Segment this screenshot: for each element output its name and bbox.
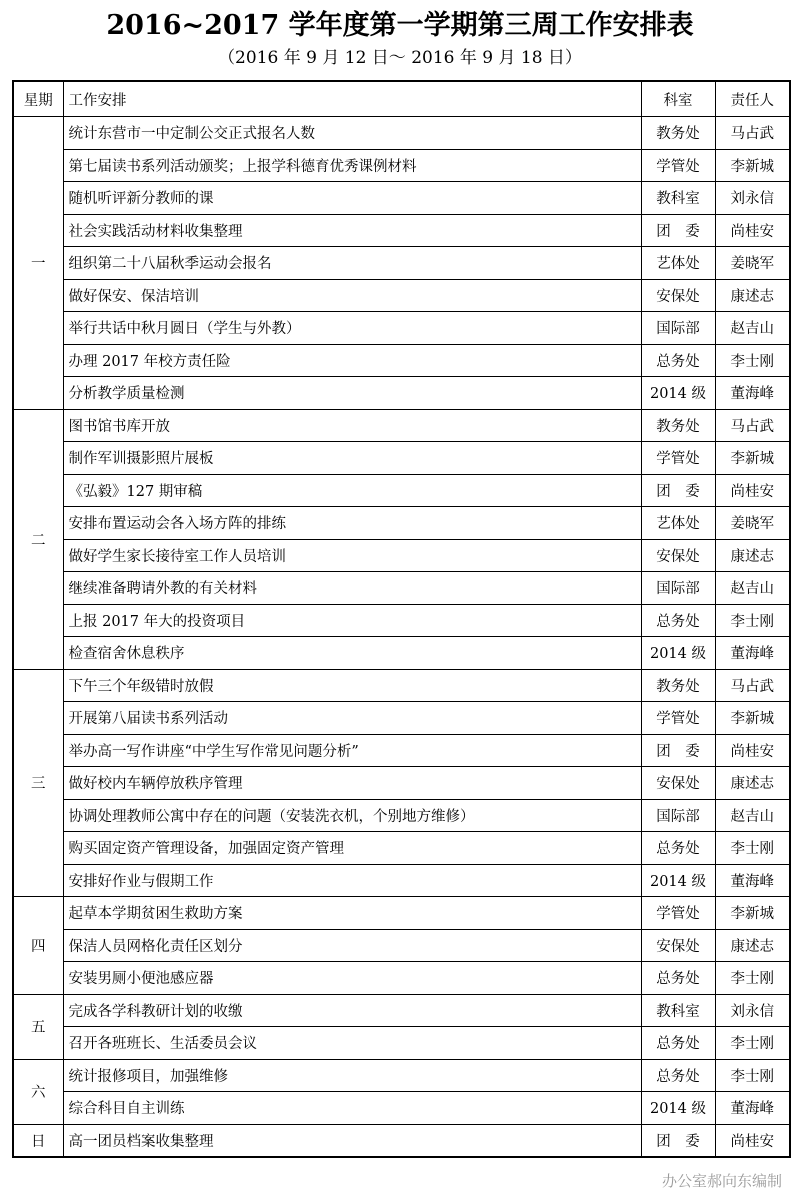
table-row xyxy=(13,507,790,540)
task-cell: 继续准备聘请外教的有关材料 xyxy=(63,572,641,605)
dept-cell: 总务处 xyxy=(641,344,715,377)
task-cell: 举办高一写作讲座“中学生写作常见问题分析” xyxy=(63,734,641,767)
table-row xyxy=(13,897,790,930)
dept-cell: 国际部 xyxy=(641,799,715,832)
header-person: 责任人 xyxy=(715,81,790,117)
person-cell: 赵吉山 xyxy=(715,572,790,605)
task-cell: 协调处理教师公寓中存在的问题（安装洗衣机，个别地方维修） xyxy=(63,799,641,832)
person-cell: 李士刚 xyxy=(715,1027,790,1060)
table-row xyxy=(13,1027,790,1060)
header-task: 工作安排 xyxy=(63,81,641,117)
dept-cell: 安保处 xyxy=(641,539,715,572)
dept-cell: 艺体处 xyxy=(641,507,715,540)
dept-cell: 学管处 xyxy=(641,897,715,930)
dept-cell: 学管处 xyxy=(641,149,715,182)
task-cell: 第七届读书系列活动颁奖；上报学科德育优秀课例材料 xyxy=(63,149,641,182)
table-header-row xyxy=(13,81,790,117)
task-cell: 起草本学期贫困生救助方案 xyxy=(63,897,641,930)
person-cell: 赵吉山 xyxy=(715,312,790,345)
task-cell: 图书馆书库开放 xyxy=(63,409,641,442)
person-cell: 康述志 xyxy=(715,539,790,572)
table-row xyxy=(13,1124,790,1157)
day-cell: 一 xyxy=(13,117,63,410)
day-cell: 四 xyxy=(13,897,63,995)
task-cell: 综合科目自主训练 xyxy=(63,1092,641,1125)
table-row xyxy=(13,117,790,150)
day-cell: 五 xyxy=(13,994,63,1059)
person-cell: 董海峰 xyxy=(715,864,790,897)
person-cell: 马占武 xyxy=(715,669,790,702)
dept-cell: 团 委 xyxy=(641,474,715,507)
table-row xyxy=(13,247,790,280)
task-cell: 购买固定资产管理设备，加强固定资产管理 xyxy=(63,832,641,865)
person-cell: 康述志 xyxy=(715,929,790,962)
task-cell: 安排布置运动会各入场方阵的排练 xyxy=(63,507,641,540)
dept-cell: 学管处 xyxy=(641,702,715,735)
person-cell: 李士刚 xyxy=(715,1059,790,1092)
dept-cell: 教务处 xyxy=(641,409,715,442)
person-cell: 董海峰 xyxy=(715,1092,790,1125)
person-cell: 赵吉山 xyxy=(715,799,790,832)
task-cell: 召开各班班长、生活委员会议 xyxy=(63,1027,641,1060)
person-cell: 李士刚 xyxy=(715,604,790,637)
task-cell: 统计东营市一中定制公交正式报名人数 xyxy=(63,117,641,150)
table-row xyxy=(13,702,790,735)
table-row xyxy=(13,149,790,182)
task-cell: 社会实践活动材料收集整理 xyxy=(63,214,641,247)
table-row xyxy=(13,799,790,832)
date-range-subtitle: （2016 年 9 月 12 日～ 2016 年 9 月 18 日） xyxy=(218,48,582,68)
table-row xyxy=(13,929,790,962)
task-cell: 上报 2017 年大的投资项目 xyxy=(63,604,641,637)
task-cell: 检查宿舍休息秩序 xyxy=(63,637,641,670)
task-cell: 下午三个年级错时放假 xyxy=(63,669,641,702)
dept-cell: 总务处 xyxy=(641,832,715,865)
dept-cell: 2014 级 xyxy=(641,864,715,897)
table-row xyxy=(13,962,790,995)
person-cell: 刘永信 xyxy=(715,994,790,1027)
table-row xyxy=(13,572,790,605)
person-cell: 董海峰 xyxy=(715,637,790,670)
task-cell: 分析教学质量检测 xyxy=(63,377,641,410)
table-row xyxy=(13,442,790,475)
person-cell: 康述志 xyxy=(715,767,790,800)
dept-cell: 国际部 xyxy=(641,312,715,345)
dept-cell: 安保处 xyxy=(641,279,715,312)
task-cell: 高一团员档案收集整理 xyxy=(63,1124,641,1157)
dept-cell: 总务处 xyxy=(641,962,715,995)
table-row xyxy=(13,669,790,702)
footer-credit: 办公室郝向东编制 xyxy=(661,1172,782,1190)
dept-cell: 2014 级 xyxy=(641,637,715,670)
schedule-table xyxy=(12,80,791,1158)
table-row xyxy=(13,539,790,572)
dept-cell: 2014 级 xyxy=(641,377,715,410)
header-dept: 科室 xyxy=(641,81,715,117)
table-row xyxy=(13,474,790,507)
table-row xyxy=(13,312,790,345)
person-cell: 李新城 xyxy=(715,442,790,475)
table-row xyxy=(13,1092,790,1125)
person-cell: 康述志 xyxy=(715,279,790,312)
table-row xyxy=(13,409,790,442)
table-row xyxy=(13,214,790,247)
table-row xyxy=(13,344,790,377)
task-cell: 做好保安、保洁培训 xyxy=(63,279,641,312)
table-row xyxy=(13,994,790,1027)
dept-cell: 安保处 xyxy=(641,929,715,962)
person-cell: 李新城 xyxy=(715,702,790,735)
dept-cell: 总务处 xyxy=(641,604,715,637)
person-cell: 李士刚 xyxy=(715,832,790,865)
table-row xyxy=(13,279,790,312)
table-row xyxy=(13,604,790,637)
dept-cell: 艺体处 xyxy=(641,247,715,280)
day-cell: 二 xyxy=(13,409,63,669)
person-cell: 马占武 xyxy=(715,117,790,150)
header-day: 星期 xyxy=(13,81,63,117)
dept-cell: 团 委 xyxy=(641,214,715,247)
dept-cell: 国际部 xyxy=(641,572,715,605)
task-cell: 办理 2017 年校方责任险 xyxy=(63,344,641,377)
day-cell: 三 xyxy=(13,669,63,897)
dept-cell: 总务处 xyxy=(641,1059,715,1092)
task-cell: 统计报修项目，加强维修 xyxy=(63,1059,641,1092)
dept-cell: 学管处 xyxy=(641,442,715,475)
dept-cell: 安保处 xyxy=(641,767,715,800)
dept-cell: 总务处 xyxy=(641,1027,715,1060)
dept-cell: 2014 级 xyxy=(641,1092,715,1125)
person-cell: 李士刚 xyxy=(715,962,790,995)
person-cell: 尚桂安 xyxy=(715,474,790,507)
person-cell: 李士刚 xyxy=(715,344,790,377)
table-row xyxy=(13,637,790,670)
table-row xyxy=(13,1059,790,1092)
dept-cell: 教科室 xyxy=(641,182,715,215)
task-cell: 《弘毅》127 期审稿 xyxy=(63,474,641,507)
dept-cell: 团 委 xyxy=(641,1124,715,1157)
table-row xyxy=(13,767,790,800)
task-cell: 组织第二十八届秋季运动会报名 xyxy=(63,247,641,280)
task-cell: 保洁人员网格化责任区划分 xyxy=(63,929,641,962)
dept-cell: 教科室 xyxy=(641,994,715,1027)
person-cell: 姜晓军 xyxy=(715,507,790,540)
person-cell: 李新城 xyxy=(715,897,790,930)
table-row xyxy=(13,734,790,767)
schedule-body xyxy=(13,117,790,1158)
table-row xyxy=(13,377,790,410)
person-cell: 姜晓军 xyxy=(715,247,790,280)
table-row xyxy=(13,832,790,865)
task-cell: 安排好作业与假期工作 xyxy=(63,864,641,897)
person-cell: 董海峰 xyxy=(715,377,790,410)
task-cell: 举行共话中秋月圆日（学生与外教） xyxy=(63,312,641,345)
person-cell: 尚桂安 xyxy=(715,734,790,767)
table-row xyxy=(13,182,790,215)
table-row xyxy=(13,864,790,897)
day-cell: 日 xyxy=(13,1124,63,1157)
task-cell: 做好学生家长接待室工作人员培训 xyxy=(63,539,641,572)
person-cell: 尚桂安 xyxy=(715,1124,790,1157)
task-cell: 开展第八届读书系列活动 xyxy=(63,702,641,735)
day-cell: 六 xyxy=(13,1059,63,1124)
task-cell: 做好校内车辆停放秩序管理 xyxy=(63,767,641,800)
person-cell: 马占武 xyxy=(715,409,790,442)
task-cell: 安装男厕小便池感应器 xyxy=(63,962,641,995)
person-cell: 尚桂安 xyxy=(715,214,790,247)
task-cell: 随机听评新分教师的课 xyxy=(63,182,641,215)
dept-cell: 教务处 xyxy=(641,117,715,150)
dept-cell: 教务处 xyxy=(641,669,715,702)
person-cell: 刘永信 xyxy=(715,182,790,215)
task-cell: 制作军训摄影照片展板 xyxy=(63,442,641,475)
dept-cell: 团 委 xyxy=(641,734,715,767)
task-cell: 完成各学科教研计划的收缴 xyxy=(63,994,641,1027)
person-cell: 李新城 xyxy=(715,149,790,182)
page-title: 2016~2017 学年度第一学期第三周工作安排表 xyxy=(106,10,694,41)
